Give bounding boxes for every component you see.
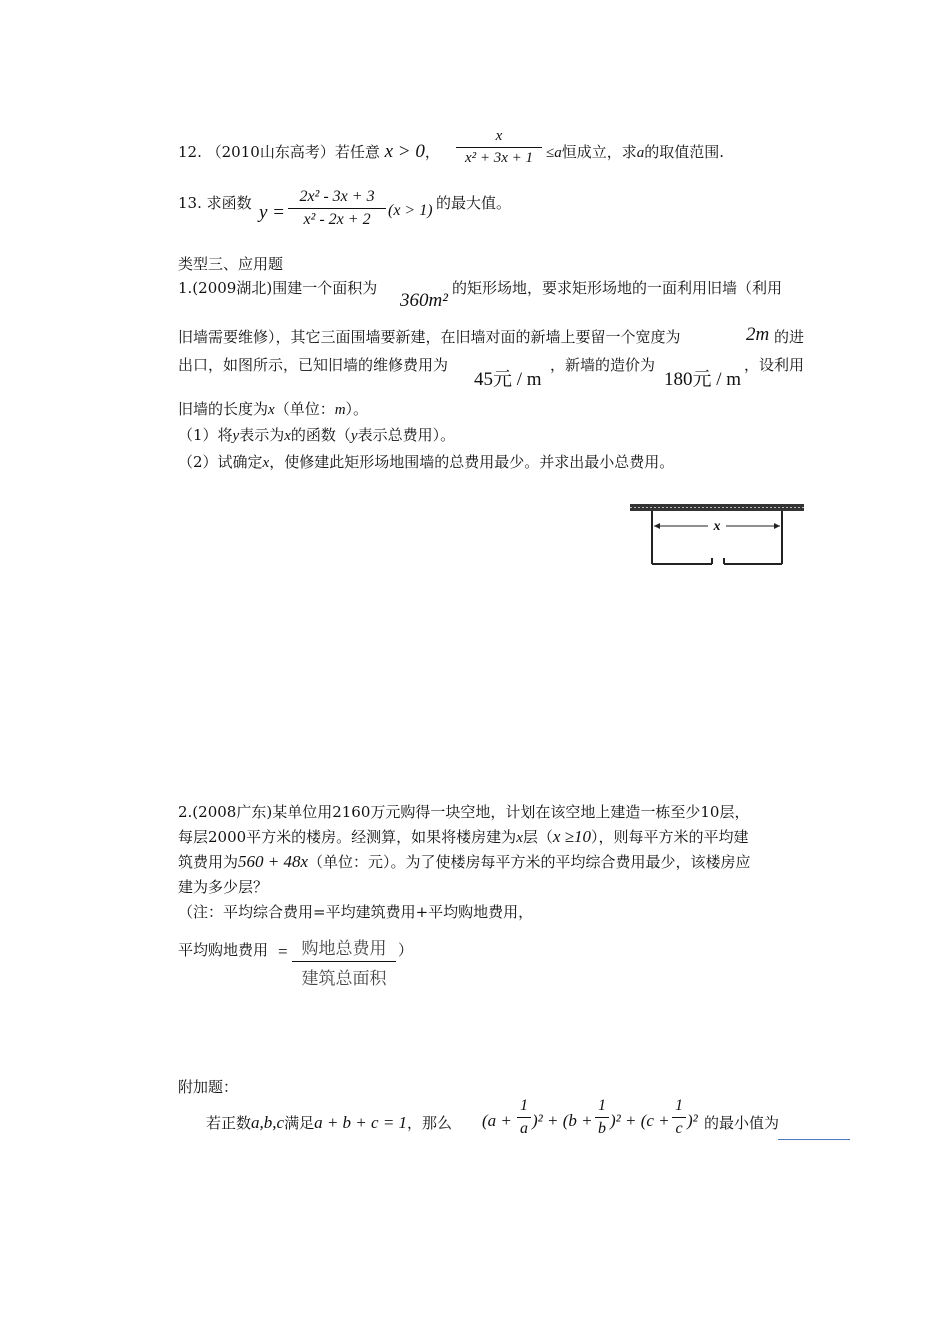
q12-condition: x > 0 [384,141,425,162]
app2-eq: = [278,942,288,961]
app2-l3expr: 560 + 48x [238,852,309,871]
q12-leq: ≤a [546,145,562,161]
app1-l3c: ，设利用 [744,356,805,374]
extra-title: 附加题： [178,1078,239,1096]
app1-s1a: （1）将 [178,426,233,444]
q12-lead: （2010山东高考）若任意 [206,143,380,161]
app1-l3b: ，新墙的造价为 [550,356,656,374]
app1-l2a: 旧墙需要维修），其它三面围墙要新建，在旧墙对面的新墙上要留一个宽度为 [178,328,681,346]
extra-frac-a-num: 1 [520,1097,528,1114]
app2-l3b: （单位：元）。为了使楼房每平方米的平均综合费用最少，该楼房应 [308,853,751,871]
app2-line1: 2.(2008广东)某单位用2160万元购得一块空地，计划在该空地上建造一栋至少10层， [178,803,750,821]
q13-y-eq: y = [259,202,286,223]
app2-note2b: ） [398,941,414,959]
app1-l4x: x [268,402,275,418]
app1-s1y: y [232,428,240,444]
app2-line2 [178,826,749,847]
extra-frac-a [517,1097,531,1138]
q12-tail1: 恒成立，求 [561,143,637,161]
app1-s2b: ，使修建此矩形场地围墙的总费用最少。并求出最小总费用。 [269,453,675,471]
extra-t1d: )² [687,1111,698,1130]
q13-frac-den: x² - 2x + 2 [303,211,371,228]
q13-frac-num: 2x² - 3x + 3 [299,188,375,205]
q12-tail2: 的取值范围. [644,143,725,161]
app2-line3 [178,851,751,872]
app1-l4c: ）。 [345,400,369,418]
extra-t1c: )² + (c + [610,1111,670,1130]
app2-l2cond: x ≥10 [552,827,592,846]
app1-l4m: m [334,402,346,418]
app1-s1x: x [284,428,291,444]
app1-l1b: 的矩形场地，要求矩形场地的一面利用旧墙（利用 [452,279,783,297]
app2-l3a: 筑费用为 [178,853,239,871]
app1-cost2: 180元 / m [664,369,742,390]
wall-figure [628,502,808,568]
q12-number: 12. [178,143,202,161]
q12-frac-den: x² + 3x + 1 [464,150,534,166]
extra-frac-a-bar [517,1117,531,1118]
q12-line [178,141,440,163]
app1-s1y2: y [350,428,358,444]
app2-line4: 建为多少层？ [178,878,269,896]
app2-l2x: x [516,830,523,846]
extra-tail: 的最小值为 [704,1114,780,1132]
app1-l3a: 出口，如图所示，已知旧墙的维修费用为 [178,356,449,374]
extra-frac-a-den: a [520,1120,528,1137]
app1-l2b: 的进 [774,328,805,346]
app2-fraction [292,934,396,989]
app2-note1: （注：平均综合费用=平均建筑费用+平均购地费用， [178,903,534,921]
extra-lead-line [206,1112,452,1133]
q13-condition: (x > 1) [388,202,433,219]
app1-l4a: 旧墙的长度为 [178,400,269,418]
app1-sub1 [178,424,455,445]
extra-frac-c [672,1097,686,1138]
extra-frac-b [595,1097,609,1138]
app1-sub2 [178,451,674,472]
app1-l4b: （单位： [274,400,335,418]
app2-frac-den: 建筑总面积 [301,969,387,989]
app1-area: 360m² [400,290,448,311]
app2-frac-num: 购地总费用 [301,939,387,959]
app1-s1d: 表示总费用）。 [357,426,456,444]
extra-t1a: (a + [482,1111,512,1130]
extra-frac-b-bar [595,1117,609,1118]
app1-l1a: 1.(2009湖北)围建一个面积为 [178,279,378,297]
dim-arrow-right [774,523,780,529]
extra-comma: ，那么 [407,1114,453,1132]
extra-frac-b-den: b [598,1120,606,1137]
q13-frac-bar [288,208,386,209]
app1-line1 [178,277,377,298]
app1-s2a: （2）试确定 [178,453,263,471]
app2-l2b: 层（ [522,828,553,846]
app1-s1c: 的函数（ [290,426,351,444]
q12-fraction [456,128,542,167]
extra-cond: a + b + c = 1 [314,1113,408,1132]
extra-vars: a,b,c [251,1113,285,1132]
q12-frac-num: x [495,128,503,144]
app2-frac-bar [292,961,396,962]
section3-title: 类型三、应用题 [178,255,284,273]
q13-tail: 的最大值。 [436,194,512,212]
q12-comma: ， [424,143,440,161]
extra-frac-c-bar [672,1117,686,1118]
extra-t1b: )² + (b + [532,1111,593,1130]
extra-frac-c-num: 1 [675,1097,683,1114]
q12-tail [546,141,724,162]
extra-lead: 若正数 [206,1114,252,1132]
q12-frac-bar [456,147,542,148]
extra-mid: 满足 [284,1114,315,1132]
app1-s2x: x [262,455,270,471]
fig-x-label: x [713,519,721,534]
dim-arrow-left [654,523,660,529]
app1-width: 2m [746,324,770,345]
app2-l2a: 每层2000平方米的楼房。经测算，如果将楼房建为 [178,828,517,846]
app1-cost1: 45元 / m [474,369,542,390]
q13-fraction [288,188,386,229]
answer-blank[interactable] [778,1139,850,1140]
q12-a: a [636,145,645,161]
app1-s1b: 表示为 [239,426,285,444]
old-wall [630,504,804,511]
app2-note2a: 平均购地费用 [178,941,269,959]
q13-lead: 13. 求函数 [178,194,252,212]
app2-l2c: ），则每平方米的平均建 [591,828,749,846]
app1-line4 [178,398,368,419]
extra-frac-c-den: c [675,1120,683,1137]
extra-frac-b-num: 1 [598,1097,606,1114]
